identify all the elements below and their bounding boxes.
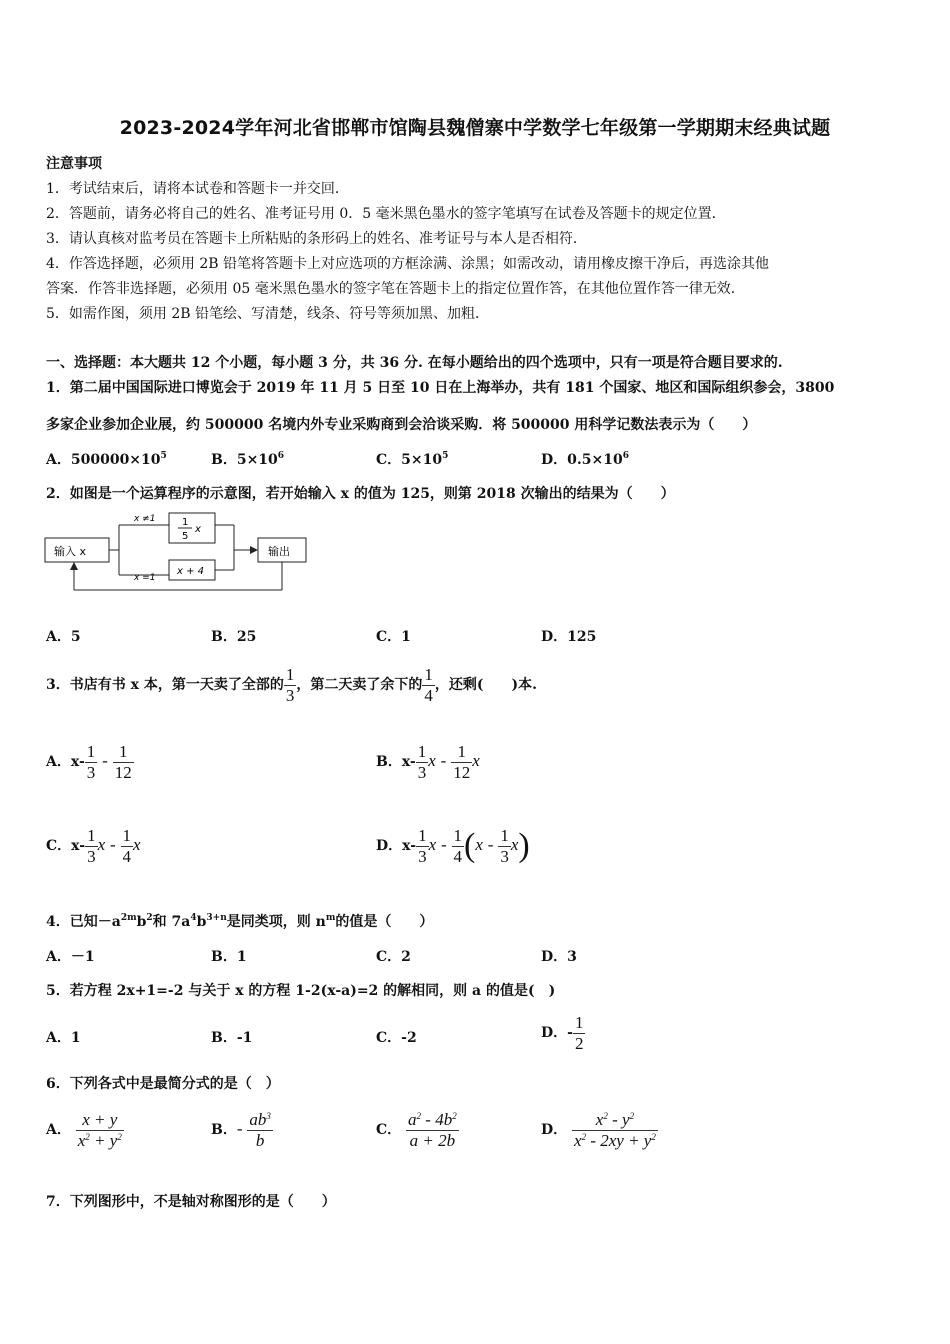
q6-option-b: B．- $\frac{ab^3}{b}$: [211, 1110, 271, 1150]
q1-option-b: B．$5\times 10^6$: [211, 451, 285, 468]
section-heading: 一、选择题：本大题共 12 个小题，每小题 3 分，共 36 分. 在每小题给出的四个选项中，只有一项是符合题目要求的.: [46, 355, 783, 371]
q6-option-a: A． $\frac{x + y}{x^2 + y^2}$: [46, 1110, 122, 1150]
q3-option-b: B．x- $\frac{1}{3}$ x - $\frac{1}{12}$ x: [376, 742, 480, 782]
notice-item: 4．作答选择题，必须用 2B 铅笔将答题卡上对应选项的方框涂满、涂黑；如需改动，请用橡皮擦干净后，再选涂其他: [46, 256, 769, 272]
input-label: 输入 x: [54, 545, 87, 558]
cond-bottom-label: x =1: [134, 573, 156, 583]
notice-item: 5．如需作图，须用 2B 铅笔绘、写清楚，线条、符号等须加黑、加粗．: [46, 306, 490, 322]
q5-option-d: D．- $\frac{1}{2}$: [541, 1013, 584, 1053]
q4-option-c: C．2: [376, 949, 411, 965]
q7-text: 7．下列图形中，不是轴对称图形的是（ ）: [46, 1194, 336, 1210]
q4-option-d: D．3: [541, 949, 577, 965]
op-top-den: 5: [182, 531, 189, 542]
q1-text-line2: 多家企业参加企业展，约 500000 名境内外专业采购商到会洽谈采购．将 500000 用科学记数法表示为（ ）: [46, 417, 757, 433]
q2-text: 2．如图是一个运算程序的示意图，若开始输入 x 的值为 125，则第 2018 次输出的结果为（ ）: [46, 486, 675, 502]
op-top-num: 1: [182, 517, 189, 528]
q1-text-line1: 1．第二届中国国际进口博览会于 2019 年 11 月 5 日至 10 日在上海举办，共有 181 个国家、地区和国际组织参会，3800: [46, 380, 835, 396]
q5-option-b: B．-1: [211, 1030, 253, 1046]
q1-option-a: A．$500000\times 10^5$: [46, 451, 167, 468]
q1-option-d: D．$0.5\times 10^6$: [541, 451, 629, 468]
cond-top-label: x ≠1: [134, 514, 156, 524]
notice-item: 1．考试结束后，请将本试卷和答题卡一并交回．: [46, 181, 349, 197]
notice-item: 2．答题前，请务必将自己的姓名、准考证号用 0．5 毫米黑色墨水的签字笔填写在试卷及答题卡的规定位置．: [46, 206, 726, 222]
q4-option-b: B．1: [211, 949, 247, 965]
q3-text: 3．书店有书 x 本，第一天卖了全部的 $\frac{1}{3}$ ，第二天卖了余下的 $\frac{1}{4}$ ，还剩( )本.: [46, 665, 537, 705]
output-label: 输出: [268, 545, 290, 558]
q5-text: 5．若方程 2x+1=-2 与关于 x 的方程 1-2(x-a)=2 的解相同，则 a 的值是( ): [46, 983, 556, 999]
q4-option-a: A．－1: [46, 949, 95, 965]
notice-item: 3．请认真核对监考员在答题卡上所粘贴的条形码上的姓名、准考证号与本人是否相符．: [46, 231, 587, 247]
op-bottom-label: x + 4: [177, 566, 205, 577]
q5-option-a: A．1: [46, 1030, 81, 1046]
notice-item: 答案．作答非选择题，必须用 05 毫米黑色墨水的签字笔在答题卡上的指定位置作答，在其他位置作答一律无效．: [46, 281, 745, 297]
notice-heading: 注意事项: [46, 156, 102, 172]
q5-option-c: C．-2: [376, 1030, 417, 1046]
q3-option-c: C．x- $\frac{1}{3}$ x - $\frac{1}{4}$ x: [46, 826, 141, 866]
q4-text: 4．已知$-a^{2m}b^2$和 $7a^4b^{3+n}$是同类项，则 $n^m$的值是（ ）: [46, 913, 434, 930]
q6-option-d: D． $\frac{x^2 - y^2}{x^2 - 2xy + y^2}$: [541, 1110, 656, 1150]
q2-option-d: D．125: [541, 629, 597, 645]
q6-text: 6．下列各式中是最简分式的是（ ）: [46, 1076, 280, 1092]
q2-option-a: A．5: [46, 629, 81, 645]
q2-option-b: B．25: [211, 629, 257, 645]
page-title: 2023-2024学年河北省邯郸市馆陶县魏僧寨中学数学七年级第一学期期末经典试题: [119, 117, 831, 139]
op-top-var: x: [195, 524, 201, 535]
q2-option-c: C．1: [376, 629, 411, 645]
q6-option-c: C． $\frac{a^2 - 4b^2}{a + 2b}$: [376, 1110, 457, 1150]
q1-option-c: C．$5\times 10^5$: [376, 451, 449, 468]
q3-option-a: A．x- $\frac{1}{3}$ - $\frac{1}{12}$: [46, 742, 132, 782]
flowchart-diagram: [44, 510, 309, 594]
q3-option-d: D．x- $\frac{1}{3}$ x - $\frac{1}{4}$ (x - $\frac{1}{3}$ x): [376, 826, 530, 866]
